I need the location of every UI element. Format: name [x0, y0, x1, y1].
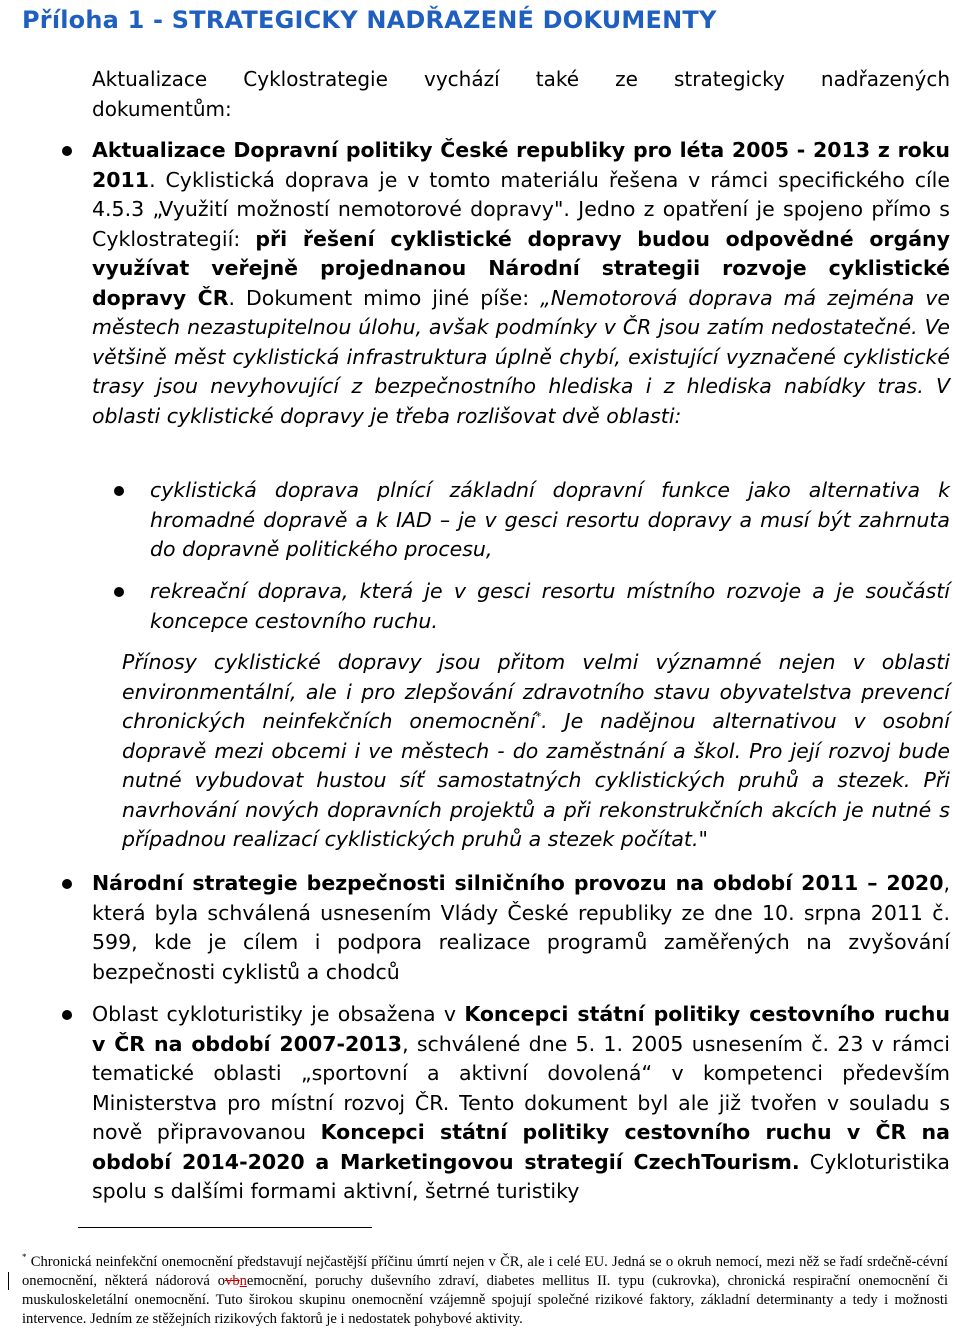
footnote-text-a: Chronická neinfekční onemocnění představují nejčastější příčinu úmrtí nejen v ČR, ale i celé EU. Jedná se o okruh nemocí, mezi něž se řadí srdečně-cévní onemocnění, některá nádorová o [22, 1254, 948, 1289]
cykloturistika-bold-b: Koncepci státní politiky cestovního ruchu v ČR na období 2007-2013 [92, 1002, 950, 1056]
footnote-reference: * [535, 710, 542, 724]
quote-close: " [698, 827, 708, 851]
footnote-deleted-text: vb [225, 1273, 240, 1289]
bullet-bezpecnost-text [92, 869, 950, 987]
quote-part-1: Přínosy cyklistické dopravy jsou přitom velmi významné nejen v oblasti environmentální, ale i pro zlepšování zdravotního stavu obyvatelstva prevencí chronických neinfekčních onemocnění [122, 650, 950, 733]
bullet-dot [62, 146, 72, 156]
intro-paragraph [92, 64, 950, 124]
footnote-separator [78, 1227, 372, 1228]
intro-line-1: Aktualizace Cyklostrategie vychází také ze strategicky nadřazených [92, 67, 950, 91]
bezpecnost-title: Národní strategie bezpečnosti silničního provozu na období 2011 – 2020 [92, 871, 944, 895]
quote-part-2: . Je nadějnou alternativou v osobní dopravě mezi obcemi i ve městech - do zaměstnání a škol. Pro její rozvoj bude nutné vybudovat hustou síť samostatných cyklistických pruhů a stezek. Při navrhování nových dopravních projektů a při rekonstrukčních akcích je nutné s případnou realizací cyklistických pruhů a stezek počítat. [122, 709, 950, 851]
sub-bullet-rekreace [150, 577, 950, 636]
bullet-dot [62, 879, 72, 889]
quote-paragraph [122, 648, 950, 855]
page-heading: Příloha 1 - STRATEGICKY NADŘAZENÉ DOKUMENTY [22, 6, 717, 34]
intro-line-2: dokumentům: [92, 97, 232, 121]
dopravni-politika-title: Aktualizace Dopravní politiky České republiky pro léta 2005 - 2013 z roku 2011 [92, 138, 950, 192]
footnote-inserted-text: n [239, 1273, 247, 1289]
bullet-bezpecnost [92, 869, 950, 987]
dopravni-politika-text-c: . Dokument mimo jiné píše: [228, 285, 541, 310]
change-bar [8, 1272, 9, 1290]
cykloturistika-text-a: Oblast cykloturistiky je obsažena v [92, 1002, 465, 1026]
bullet-dopravni-politika-text [92, 136, 950, 431]
dopravni-politika-quote-start: „Nemotorová doprava má zejména ve městech nezastupitelnou úlohu, avšak podmínky v ČR jsou zatím nedostatečné. Ve většině měst cyklistická infrastruktura úplně chybí, existující vyznačené cyklistické trasy jsou nevyhovující z bezpečnostního hlediska i z hlediska nabídky tras. V oblasti cyklistické dopravy je třeba rozlišovat dvě oblasti: [92, 285, 950, 428]
bullet-cykloturistika [92, 1000, 950, 1207]
cykloturistika-bold-d: Koncepci státní politiky cestovního ruchu v ČR na období 2014-2020 a Marketingovou strategií CzechTourism. [92, 1120, 950, 1174]
sub-bullet-doprava [150, 476, 950, 565]
bullet-dot [114, 486, 124, 496]
cykloturistika-text-e: Cykloturistika spolu s dalšími formami aktivní, šetrné turistiky [92, 1149, 950, 1203]
bezpecnost-text: , která byla schválená usnesením Vlády České republiky ze dne 10. srpna 2011 č. 599, kde je cílem i podpora realizace programů zaměřených na zvyšování bezpečnosti cyklistů a chodců [92, 871, 950, 984]
cykloturistika-text-c: , schválené dne 5. 1. 2005 usnesením č. 23 v rámci tematické oblasti „sportovní a aktivní dovolená“ v kompetenci především Ministerstva pro místní rozvoj ČR. Tento dokument byl ale již tvořen v souladu s nově připravovanou [92, 1031, 950, 1144]
footnote-mark: * [22, 1252, 27, 1263]
footnote [22, 1253, 948, 1329]
footnote-text-b: emocnění, poruchy duševního zdraví, diabetes mellitus II. typu (cukrovka), chronická respirační onemocnění či muskuloskeletální onemocnění. Tuto širokou skupinu onemocnění vzájemně spojují společné rizikové faktory, základní determinanty a tedy i možnosti intervence. Jedním ze stěžejních rizikových faktorů je i nedostatek pohybové aktivity. [22, 1273, 949, 1327]
bullet-dot [114, 587, 124, 597]
dopravni-politika-bold-b: při řešení cyklistické dopravy budou odpovědné orgány využívat veřejně projednanou Národní strategii rozvoje cyklistické dopravy ČR [92, 226, 950, 310]
bullet-dot [62, 1010, 72, 1020]
bullet-dopravni-politika [92, 136, 950, 431]
sub-bullet-rekreace-text: rekreační doprava, která je v gesci resortu místního rozvoje a je součástí koncepce cestovního ruchu. [150, 579, 950, 633]
bullet-cykloturistika-text [92, 1000, 950, 1207]
sub-bullet-doprava-text: cyklistická doprava plnící základní dopravní funkce jako alternativa k hromadné dopravě a k IAD – je v gesci resortu dopravy a musí být zahrnuta do dopravně politického procesu, [150, 478, 950, 561]
dopravni-politika-text-a: . Cyklistická doprava je v tomto materiálu řešena v rámci specifického cíle 4.5.3 „Využití možností nemotorové dopravy". Jedno z opatření je spojeno přímo s Cyklostrategií: [92, 167, 950, 251]
